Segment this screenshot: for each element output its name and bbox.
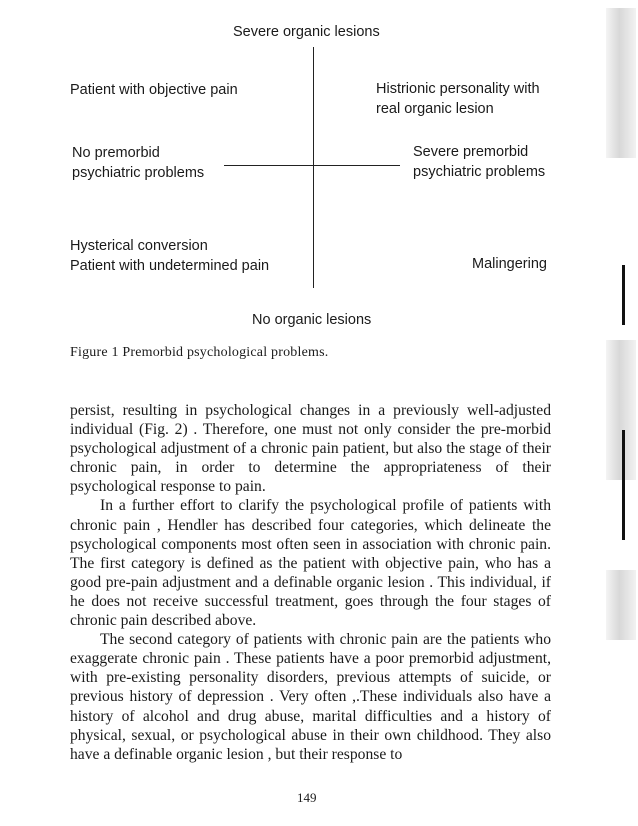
quadrant-lower-right-label: Malingering [472, 256, 547, 272]
scan-margin-mark [622, 430, 625, 540]
mid-left-line-2: psychiatric problems [72, 165, 205, 181]
upper-right-line-2: real organic lesion [376, 101, 494, 117]
upper-right-line-1: Histrionic personality with [376, 81, 540, 97]
vertical-axis-line [313, 47, 314, 288]
body-text [70, 401, 551, 764]
page-number: 149 [297, 790, 317, 805]
paragraph-2: In a further effort to clarify the psychological profile of patients with chronic pain , Hendler has described four categories, which delineate the psychological components most often seen in association with chronic pain. The first category is defined as the patient with objective pain, who has a good pre-pain adjustment and a definable organic lesion . This individual, if he does not receive successful treatment, goes through the four stages of chronic pain described above. [70, 497, 551, 630]
scan-margin-shading [606, 8, 636, 158]
axis-top-label: Severe organic lesions [233, 24, 380, 40]
lower-left-line-2: Patient with undetermined pain [70, 258, 270, 274]
mid-right-line-1: Severe premorbid [413, 144, 529, 160]
quadrant-upper-left-label: Patient with objective pain [70, 82, 238, 98]
quadrant-lower-left-label [70, 236, 269, 276]
scan-margin-shading [606, 340, 636, 480]
lower-left-line-1: Hysterical conversion [70, 238, 208, 254]
mid-left-line-1: No premorbid [72, 145, 160, 161]
figure-caption: Figure 1 Premorbid psychological problems. [70, 345, 329, 360]
scan-margin-shading [606, 570, 636, 640]
mid-right-label [413, 142, 545, 182]
mid-right-line-2: psychiatric problems [413, 164, 546, 180]
paragraph-1: persist, resulting in psychological changes in a previously well-adjusted individual (Fig. 2) . Therefore, one must not only consider the pre-morbid psychological adjustment of a chronic pain patient, but also the stage of their chronic pain, in order to determine the appropriateness of their psychological response to pain. [70, 402, 551, 496]
axis-bottom-label: No organic lesions [252, 312, 372, 328]
scan-margin-mark [622, 265, 625, 325]
mid-left-label [72, 143, 204, 183]
paragraph-3: The second category of patients with chronic pain are the patients who exaggerate chronic pain . These patients have a poor premorbid adjustment, with pre-existing personality disorders, previous attempts of suicide, or previous history of depression . Very often ,.These individuals also have a history of alcohol and drug abuse, marital difficulties and a history of physical, sexual, or psychological abuse in their own childhood. They also have a definable organic lesion , but their response to [70, 631, 551, 763]
quadrant-upper-right-label [376, 79, 540, 119]
horizontal-axis-line [224, 165, 400, 166]
